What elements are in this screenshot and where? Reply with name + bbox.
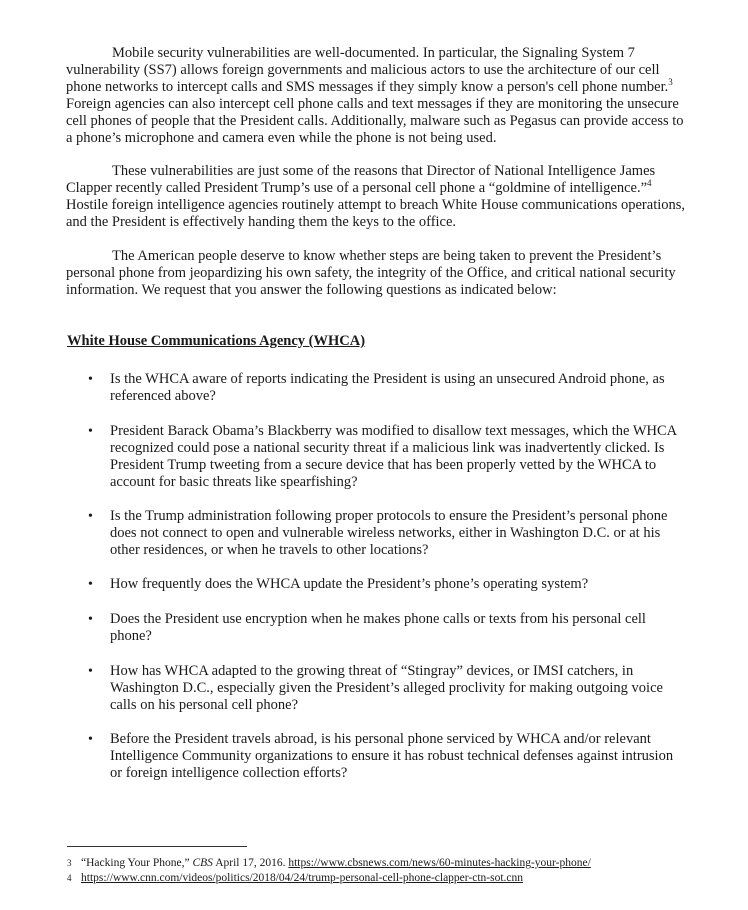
- question-line: WHCA to account for basic threats like spearfishing?: [110, 457, 657, 490]
- footnote-4: [67, 872, 523, 885]
- question-item: [88, 576, 685, 593]
- footnote-date: April 17, 2016.: [215, 857, 286, 869]
- paragraph-line: These vulnerabilities are just some of the reasons that Director of National Intelligence James: [112, 163, 656, 179]
- footnote-number: 3: [67, 858, 72, 868]
- question-line: calls on his personal cell phone?: [110, 697, 299, 713]
- footnote-number: 4: [67, 873, 72, 883]
- bullet-icon: •: [88, 612, 93, 627]
- bullet-icon: •: [88, 732, 93, 747]
- question-line: How frequently does the WHCA update the President’s phone’s operating system?: [110, 576, 589, 592]
- bullet-icon: •: [88, 424, 93, 439]
- footnote-ref: 3: [668, 77, 673, 88]
- paragraph-line: personal phone from jeopardizing his own safety, the integrity of the Office, and critical national: [66, 265, 627, 281]
- question-line: intrusion or foreign intelligence collection efforts?: [110, 748, 674, 781]
- paragraph-line: Clapper recently called President Trump’s use of a personal cell phone a “goldmine of intelligence.”: [66, 180, 648, 196]
- question-line: clicked. Is President Trump tweeting from a secure device that has been properly vetted by the: [110, 440, 665, 473]
- bullet-icon: •: [88, 664, 93, 679]
- footnote-divider: [67, 846, 247, 847]
- footnote-link[interactable]: https://www.cbsnews.com/news/60-minutes-hacking-your-phone/: [288, 857, 591, 869]
- question-item: [88, 508, 685, 559]
- paragraph-line: the unsecure cell phones of people that the President calls. Additionally, malware such as Pegasus can: [66, 96, 679, 129]
- question-line: phone does not connect to open and vulnerable wireless networks, either in Washington D.C. or: [110, 508, 668, 541]
- paragraph-line: number.: [621, 79, 669, 95]
- footnote-title: “Hacking Your Phone,”: [81, 857, 190, 869]
- footnote-ref: 4: [647, 178, 652, 189]
- question-line: Is the WHCA aware of reports indicating the President is using an unsecured Android phone, as: [110, 371, 665, 387]
- paragraph-line: vulnerability (SS7) allows foreign governments and malicious actors to use the architecture of our cell: [66, 62, 660, 78]
- question-item: [88, 611, 685, 645]
- paragraph-line: provide access to a phone’s microphone and camera even while the phone is not being used.: [66, 113, 684, 146]
- paragraph-clapper-goldmine: [66, 163, 692, 231]
- question-item: [88, 371, 685, 405]
- question-line: referenced above?: [110, 388, 216, 404]
- paragraph-line: operations, and the President is effectively handing them the keys to the office.: [66, 197, 686, 230]
- footnote-source: CBS: [192, 857, 213, 869]
- question-line: President Barack Obama’s Blackberry was modified to disallow text messages, which the: [110, 423, 630, 439]
- paragraph-ss7-vulnerabilities: [66, 45, 692, 147]
- question-line: WHCA recognized could pose a national security threat if a malicious link was inadvertently: [110, 423, 677, 456]
- section-heading-whca: White House Communications Agency (WHCA): [67, 333, 366, 349]
- paragraph-line: Mobile security vulnerabilities are well-documented. In particular, the Signaling System 7: [112, 45, 635, 61]
- footnote-link[interactable]: https://www.cnn.com/videos/politics/2018/04/24/trump-personal-cell-phone-clapper-ctn-sot.cnn: [81, 872, 523, 884]
- question-item: [88, 423, 685, 491]
- question-line: Does the President use encryption when he makes phone calls or texts from his personal cell: [110, 611, 646, 627]
- question-item: [88, 663, 685, 714]
- question-line: phone?: [110, 628, 152, 644]
- bullet-icon: •: [88, 577, 93, 592]
- bullet-icon: •: [88, 509, 93, 524]
- paragraph-request: [66, 248, 692, 299]
- footnote-3: [67, 857, 591, 870]
- question-line: Intelligence Community organizations to ensure it has robust technical defenses against: [110, 748, 618, 764]
- paragraph-line: Foreign agencies can also intercept cell phone calls and text messages if they are monitoring: [66, 96, 603, 112]
- paragraph-line: The American people deserve to know whether steps are being taken to prevent the President’s: [112, 248, 662, 264]
- question-line: How has WHCA adapted to the growing threat of “Stingray” devices, or IMSI catchers, in: [110, 663, 634, 679]
- question-item: [88, 731, 685, 782]
- paragraph-line: phone networks to intercept calls and SMS messages if they simply know a person's cell phone: [66, 79, 618, 95]
- paragraph-line: Hostile foreign intelligence agencies routinely attempt to breach White House communications: [66, 197, 618, 213]
- question-line: Is the Trump administration following proper protocols to ensure the President’s personal: [110, 508, 629, 524]
- question-line: Washington D.C., especially given the President’s alleged proclivity for making outgoing voice: [110, 680, 663, 696]
- paragraph-line: security information. We request that you answer the following questions as indicated below:: [66, 265, 676, 298]
- question-line: Before the President travels abroad, is his personal phone serviced by WHCA and/or relevant: [110, 731, 651, 747]
- question-line: at his other residences, or when he travels to other locations?: [110, 525, 661, 558]
- bullet-icon: •: [88, 372, 93, 387]
